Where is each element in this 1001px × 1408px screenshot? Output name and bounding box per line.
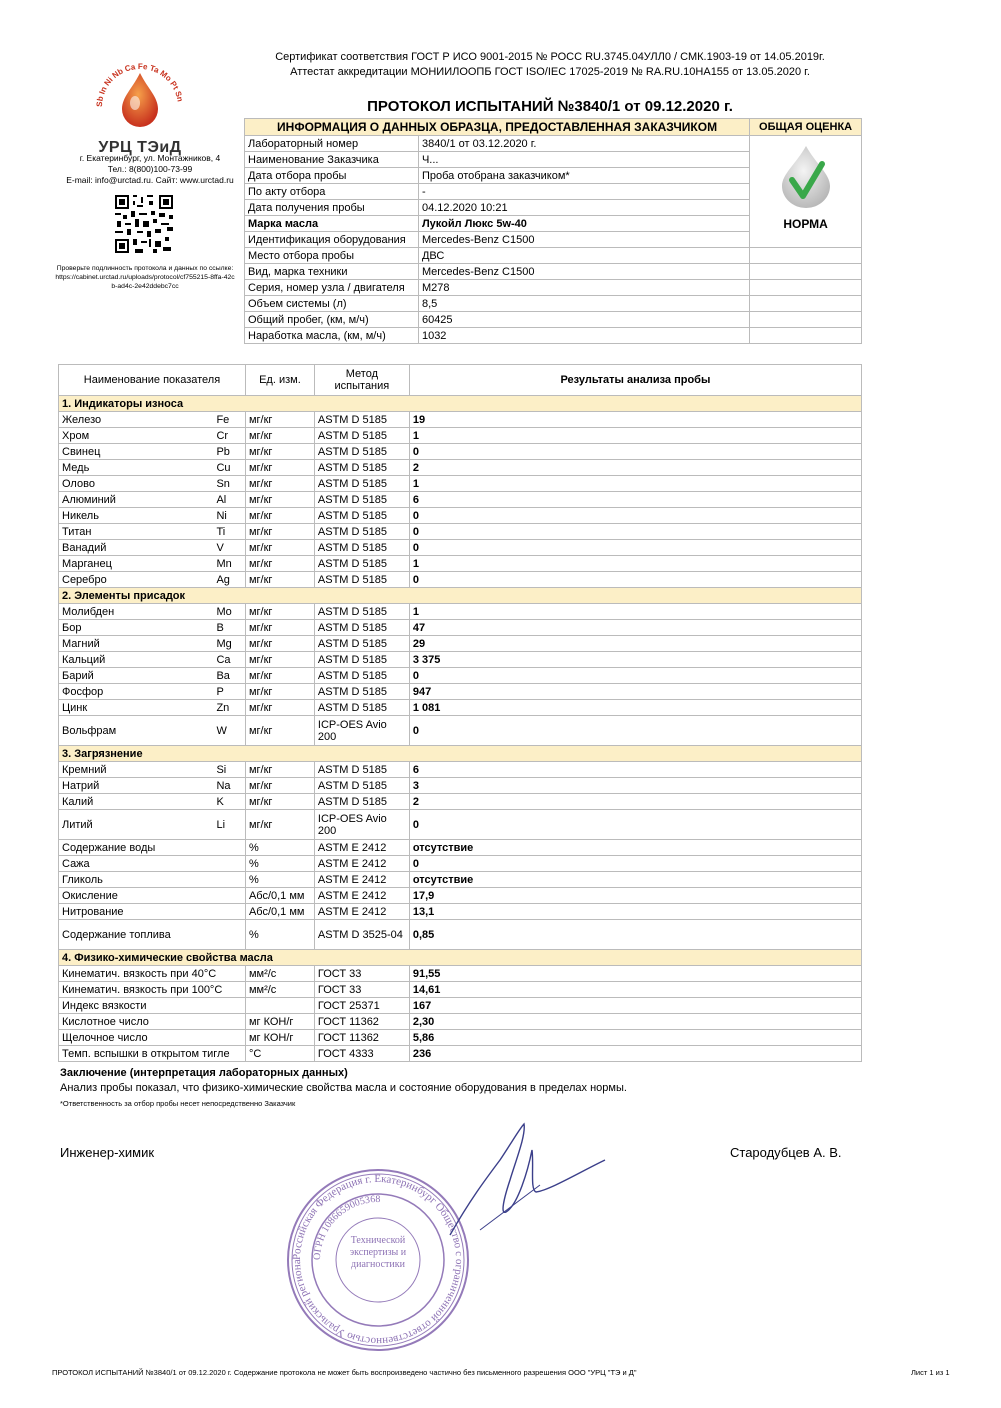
parameter-name: Литий xyxy=(59,810,214,840)
col-unit-header: Ед. изм. xyxy=(245,365,314,396)
result-row xyxy=(59,840,862,856)
result-value: 91,55 xyxy=(409,966,861,982)
method-cell: ASTM D 5185 xyxy=(314,604,409,620)
result-row xyxy=(59,412,862,428)
parameter-name: Серебро xyxy=(59,572,214,588)
unit-cell: % xyxy=(245,856,314,872)
element-symbol: Ba xyxy=(213,668,245,684)
unit-cell: мг/кг xyxy=(245,508,314,524)
parameter-name: Кальций xyxy=(59,652,214,668)
unit-cell: мг/кг xyxy=(245,412,314,428)
element-symbol: P xyxy=(213,684,245,700)
result-row xyxy=(59,652,862,668)
unit-cell: мг/кг xyxy=(245,810,314,840)
verify-url[interactable]: https://cabinet.urctad.ru/uploads/protocol/cf755215-8ffa-42cb-ad4c-2e42ddebc7cc xyxy=(55,274,235,290)
logo-ring-text: Sb In Ni Nb Ca Fe Ta Mo Pt Sn xyxy=(94,61,185,108)
info-value: Лукойл Люкс 5w-40 xyxy=(418,216,749,232)
unit-cell: мг/кг xyxy=(245,524,314,540)
method-cell: ASTM D 5185 xyxy=(314,684,409,700)
protocol-title: ПРОТОКОЛ ИСПЫТАНИЙ №3840/1 от 09.12.2020 г. xyxy=(367,98,733,115)
info-empty xyxy=(750,248,862,264)
result-row xyxy=(59,778,862,794)
sample-info-header: ИНФОРМАЦИЯ О ДАННЫХ ОБРАЗЦА, ПРЕДОСТАВЛЕННАЯ ЗАКАЗЧИКОМ xyxy=(245,119,750,136)
parameter-name: Бор xyxy=(59,620,214,636)
section-header-row xyxy=(59,396,862,412)
info-value: Проба отобрана заказчиком* xyxy=(418,168,749,184)
result-row xyxy=(59,444,862,460)
info-value: 8,5 xyxy=(418,296,749,312)
unit-cell: мг/кг xyxy=(245,604,314,620)
method-cell: ГОСТ 11362 xyxy=(314,1030,409,1046)
lab-name: УРЦ ТЭиД xyxy=(98,139,182,156)
signer-name: Стародубцев А. В. xyxy=(730,1145,842,1160)
parameter-name: Титан xyxy=(59,524,214,540)
result-row xyxy=(59,508,862,524)
result-value: 47 xyxy=(409,620,861,636)
parameter-name: Кинематич. вязкость при 40°C xyxy=(59,966,246,982)
element-symbol: B xyxy=(213,620,245,636)
result-row xyxy=(59,998,862,1014)
info-value: M278 xyxy=(418,280,749,296)
section-title: 2. Элементы присадок xyxy=(59,588,862,604)
element-symbol: Li xyxy=(213,810,245,840)
info-label: Общий пробег, (км, м/ч) xyxy=(245,312,419,328)
unit-cell: % xyxy=(245,920,314,950)
info-value: 04.12.2020 10:21 xyxy=(418,200,749,216)
section-title: 1. Индикаторы износа xyxy=(59,396,862,412)
result-row xyxy=(59,856,862,872)
parameter-name: Свинец xyxy=(59,444,214,460)
result-row xyxy=(59,572,862,588)
result-value: 236 xyxy=(409,1046,861,1062)
method-cell: ASTM D 5185 xyxy=(314,524,409,540)
contacts-line: E-mail: info@urctad.ru. Сайт: www.urctad.ru xyxy=(66,175,234,185)
info-empty xyxy=(750,328,862,344)
unit-cell: мг/кг xyxy=(245,636,314,652)
result-value: 6 xyxy=(409,762,861,778)
result-row xyxy=(59,1014,862,1030)
parameter-name: Олово xyxy=(59,476,214,492)
parameter-name: Калий xyxy=(59,794,214,810)
unit-cell: мг/кг xyxy=(245,556,314,572)
parameter-name: Кинематич. вязкость при 100°C xyxy=(59,982,246,998)
conclusion-title: Заключение (интерпретация лабораторных данных) xyxy=(60,1067,348,1079)
method-cell: ASTM D 5185 xyxy=(314,762,409,778)
result-value: 167 xyxy=(409,998,861,1014)
method-cell: ГОСТ 11362 xyxy=(314,1014,409,1030)
parameter-name: Молибден xyxy=(59,604,214,620)
result-value: отсутствие xyxy=(409,872,861,888)
result-row xyxy=(59,492,862,508)
method-cell: ASTM D 5185 xyxy=(314,700,409,716)
lab-address xyxy=(50,153,250,186)
result-value: 0 xyxy=(409,716,861,746)
result-value: 1 xyxy=(409,556,861,572)
result-value: 6 xyxy=(409,492,861,508)
unit-cell: мг/кг xyxy=(245,668,314,684)
element-symbol: Pb xyxy=(213,444,245,460)
method-cell: ASTM D 5185 xyxy=(314,460,409,476)
result-row xyxy=(59,620,862,636)
unit-cell: мг КОН/г xyxy=(245,1030,314,1046)
section-header-row xyxy=(59,746,862,762)
info-label: Дата получения пробы xyxy=(245,200,419,216)
unit-cell: мг/кг xyxy=(245,684,314,700)
info-value: 1032 xyxy=(418,328,749,344)
parameter-name: Железо xyxy=(59,412,214,428)
parameter-name: Сажа xyxy=(59,856,246,872)
qr-code[interactable] xyxy=(113,193,175,255)
lab-logo-emblem xyxy=(80,45,200,150)
col-method-header: Метод испытания xyxy=(314,365,409,396)
section-title: 3. Загрязнение xyxy=(59,746,862,762)
result-row xyxy=(59,604,862,620)
parameter-name: Никель xyxy=(59,508,214,524)
element-symbol: Mo xyxy=(213,604,245,620)
unit-cell: Абс/0,1 мм xyxy=(245,888,314,904)
method-cell: ASTM D 5185 xyxy=(314,794,409,810)
cert-line-2: Аттестат аккредитации МОНИИЛООПБ ГОСТ ISO/IEC 17025-2019 № RA.RU.10НА155 от 13.05.2020 г. xyxy=(290,66,810,78)
signature-stroke xyxy=(440,1120,610,1270)
result-value: 3 375 xyxy=(409,652,861,668)
element-symbol: Mg xyxy=(213,636,245,652)
unit-cell: % xyxy=(245,840,314,856)
col-name-header: Наименование показателя xyxy=(59,365,246,396)
result-value: 19 xyxy=(409,412,861,428)
element-symbol: Ti xyxy=(213,524,245,540)
method-cell: ASTM E 2412 xyxy=(314,840,409,856)
method-cell: ГОСТ 4333 xyxy=(314,1046,409,1062)
method-cell: ASTM D 5185 xyxy=(314,508,409,524)
unit-cell: мг/кг xyxy=(245,428,314,444)
result-row xyxy=(59,540,862,556)
result-value: 2,30 xyxy=(409,1014,861,1030)
result-value: 2 xyxy=(409,794,861,810)
method-cell: ГОСТ 33 xyxy=(314,982,409,998)
info-label: По акту отбора xyxy=(245,184,419,200)
result-row xyxy=(59,904,862,920)
unit-cell: мг/кг xyxy=(245,716,314,746)
result-value: отсутствие xyxy=(409,840,861,856)
info-label: Идентификация оборудования xyxy=(245,232,419,248)
result-value: 1 xyxy=(409,428,861,444)
cert-line-1: Сертификат соответствия ГОСТ Р ИСО 9001-2015 № РОСС RU.3745.04УЛЛ0 / СМК.1903-19 от 14.05.2019г. xyxy=(275,51,825,63)
info-empty xyxy=(750,312,862,328)
footer-text: ПРОТОКОЛ ИСПЫТАНИЙ №3840/1 от 09.12.2020 г. Содержание протокола не может быть воспроизведено частично без письменного разрешения ООО "УРЦ "ТЭ и Д" xyxy=(52,1368,637,1377)
signature xyxy=(440,1120,610,1270)
element-symbol: Si xyxy=(213,762,245,778)
info-label: Марка масла xyxy=(245,216,419,232)
method-cell: ASTM E 2412 xyxy=(314,904,409,920)
section-title: 4. Физико-химические свойства масла xyxy=(59,950,862,966)
result-row xyxy=(59,556,862,572)
parameter-name: Ванадий xyxy=(59,540,214,556)
info-empty xyxy=(750,264,862,280)
conclusion xyxy=(60,1066,940,1111)
result-value: 1 081 xyxy=(409,700,861,716)
parameter-name: Кремний xyxy=(59,762,214,778)
element-symbol: Al xyxy=(213,492,245,508)
result-value: 0 xyxy=(409,444,861,460)
result-value: 2 xyxy=(409,460,861,476)
unit-cell: Абс/0,1 мм xyxy=(245,904,314,920)
col-result-header: Результаты анализа пробы xyxy=(409,365,861,396)
unit-cell: мг/кг xyxy=(245,652,314,668)
unit-cell: мг/кг xyxy=(245,460,314,476)
unit-cell: мг/кг xyxy=(245,620,314,636)
unit-cell: мг/кг xyxy=(245,540,314,556)
verify-text: Проверьте подлинность протокола и данных по ссылке: xyxy=(56,265,234,272)
result-row xyxy=(59,524,862,540)
method-cell: ASTM D 5185 xyxy=(314,540,409,556)
method-cell: ASTM D 5185 xyxy=(314,476,409,492)
parameter-name: Медь xyxy=(59,460,214,476)
method-cell: ASTM D 5185 xyxy=(314,412,409,428)
info-label: Серия, номер узла / двигателя xyxy=(245,280,419,296)
result-row xyxy=(59,428,862,444)
result-value: 0 xyxy=(409,668,861,684)
parameter-name: Вольфрам xyxy=(59,716,214,746)
overall-rating xyxy=(750,136,862,248)
method-cell: ASTM D 5185 xyxy=(314,492,409,508)
parameter-name: Хром xyxy=(59,428,214,444)
method-cell: ASTM E 2412 xyxy=(314,856,409,872)
element-symbol: Zn xyxy=(213,700,245,716)
info-value: - xyxy=(418,184,749,200)
result-row xyxy=(59,716,862,746)
result-row xyxy=(59,668,862,684)
parameter-name: Магний xyxy=(59,636,214,652)
parameter-name: Натрий xyxy=(59,778,214,794)
method-cell: ICP-OES Avio 200 xyxy=(314,810,409,840)
method-cell: ГОСТ 25371 xyxy=(314,998,409,1014)
method-cell: ASTM D 3525-04 xyxy=(314,920,409,950)
info-label: Объем системы (л) xyxy=(245,296,419,312)
method-cell: ASTM E 2412 xyxy=(314,888,409,904)
result-value: 0 xyxy=(409,508,861,524)
result-value: 0,85 xyxy=(409,920,861,950)
result-value: 13,1 xyxy=(409,904,861,920)
result-row xyxy=(59,920,862,950)
unit-cell: мг/кг xyxy=(245,476,314,492)
method-cell: ASTM E 2412 xyxy=(314,872,409,888)
lab-logo xyxy=(80,45,200,157)
method-cell: ICP-OES Avio 200 xyxy=(314,716,409,746)
unit-cell: мг/кг xyxy=(245,444,314,460)
sample-info-table xyxy=(244,118,862,344)
element-symbol: Mn xyxy=(213,556,245,572)
parameter-name: Темп. вспышки в открытом тигле xyxy=(59,1046,246,1062)
parameter-name: Содержание воды xyxy=(59,840,246,856)
result-row xyxy=(59,762,862,778)
element-symbol: Cr xyxy=(213,428,245,444)
element-symbol: Na xyxy=(213,778,245,794)
conclusion-note: *Ответственность за отбор пробы несет непосредственно Заказчик xyxy=(60,1099,296,1108)
info-value: 60425 xyxy=(418,312,749,328)
overall-value: НОРМА xyxy=(783,217,828,231)
parameter-name: Индекс вязкости xyxy=(59,998,246,1014)
method-cell: ASTM D 5185 xyxy=(314,636,409,652)
info-label: Наработка масла, (км, м/ч) xyxy=(245,328,419,344)
result-value: 0 xyxy=(409,856,861,872)
info-value: Mercedes-Benz C1500 xyxy=(418,232,749,248)
stamp-ring-text: Российская Федерация г. Екатеринбург Общество с ограниченной ответственностью Уральский региона xyxy=(290,1172,466,1348)
unit-cell: мг/кг xyxy=(245,794,314,810)
stamp-ogrn: ОГРН 1086659005368 xyxy=(311,1193,381,1261)
method-cell: ASTM D 5185 xyxy=(314,444,409,460)
method-cell: ASTM D 5185 xyxy=(314,428,409,444)
element-symbol: K xyxy=(213,794,245,810)
parameter-name: Марганец xyxy=(59,556,214,572)
result-row xyxy=(59,872,862,888)
check-drop-icon xyxy=(776,144,836,210)
page-number: Лист 1 из 1 xyxy=(911,1368,950,1377)
unit-cell: мг/кг xyxy=(245,492,314,508)
overall-header: ОБЩАЯ ОЦЕНКА xyxy=(750,119,862,136)
info-label: Лабораторный номер xyxy=(245,136,419,152)
result-value: 1 xyxy=(409,476,861,492)
info-empty xyxy=(750,280,862,296)
info-empty xyxy=(750,296,862,312)
unit-cell: мг КОН/г xyxy=(245,1014,314,1030)
parameter-name: Щелочное число xyxy=(59,1030,246,1046)
info-value: 3840/1 от 03.12.2020 г. xyxy=(418,136,749,152)
conclusion-text: Анализ пробы показал, что физико-химические свойства масла и состояние оборудования в пределах нормы. xyxy=(60,1082,627,1094)
verify-note xyxy=(55,264,235,291)
result-value: 3 xyxy=(409,778,861,794)
element-symbol: Cu xyxy=(213,460,245,476)
stamp-center-text: Технической экспертизы и диагностики xyxy=(349,1235,407,1270)
result-row xyxy=(59,636,862,652)
element-symbol: V xyxy=(213,540,245,556)
result-row xyxy=(59,1046,862,1062)
method-cell: ASTM D 5185 xyxy=(314,572,409,588)
result-row xyxy=(59,982,862,998)
info-label: Место отбора пробы xyxy=(245,248,419,264)
unit-cell: мм²/с xyxy=(245,982,314,998)
parameter-name: Кислотное число xyxy=(59,1014,246,1030)
method-cell: ГОСТ 33 xyxy=(314,966,409,982)
info-value: Ч... xyxy=(418,152,749,168)
result-row xyxy=(59,810,862,840)
result-row xyxy=(59,1030,862,1046)
parameter-name: Гликоль xyxy=(59,872,246,888)
address-line: г. Екатеринбург, ул. Монтажников, 4 xyxy=(79,153,221,163)
results-table xyxy=(58,364,862,1062)
element-symbol: Sn xyxy=(213,476,245,492)
result-value: 947 xyxy=(409,684,861,700)
result-value: 29 xyxy=(409,636,861,652)
method-cell: ASTM D 5185 xyxy=(314,668,409,684)
result-value: 5,86 xyxy=(409,1030,861,1046)
parameter-name: Алюминий xyxy=(59,492,214,508)
result-row xyxy=(59,794,862,810)
parameter-name: Цинк xyxy=(59,700,214,716)
unit-cell: мг/кг xyxy=(245,572,314,588)
info-label: Вид, марка техники xyxy=(245,264,419,280)
unit-cell: мм²/с xyxy=(245,966,314,982)
section-header-row xyxy=(59,588,862,604)
result-value: 1 xyxy=(409,604,861,620)
result-row xyxy=(59,476,862,492)
signer-role: Инженер-химик xyxy=(60,1145,155,1160)
info-label: Дата отбора пробы xyxy=(245,168,419,184)
element-symbol: Fe xyxy=(213,412,245,428)
parameter-name: Содержание топлива xyxy=(59,920,246,950)
qr-code-image xyxy=(113,193,175,255)
result-row xyxy=(59,700,862,716)
element-symbol: Ni xyxy=(213,508,245,524)
unit-cell: мг/кг xyxy=(245,778,314,794)
result-value: 0 xyxy=(409,810,861,840)
info-value: ДВС xyxy=(418,248,749,264)
result-row xyxy=(59,888,862,904)
result-row xyxy=(59,460,862,476)
result-value: 14,61 xyxy=(409,982,861,998)
info-value: Mercedes-Benz C1500 xyxy=(418,264,749,280)
unit-cell xyxy=(245,998,314,1014)
element-symbol: W xyxy=(213,716,245,746)
method-cell: ASTM D 5185 xyxy=(314,652,409,668)
section-header-row xyxy=(59,950,862,966)
result-value: 0 xyxy=(409,524,861,540)
parameter-name: Нитрование xyxy=(59,904,246,920)
result-value: 0 xyxy=(409,540,861,556)
phone-line: Тел.: 8(800)100-73-99 xyxy=(107,164,193,174)
method-cell: ASTM D 5185 xyxy=(314,556,409,572)
certificates xyxy=(200,50,900,80)
parameter-name: Барий xyxy=(59,668,214,684)
method-cell: ASTM D 5185 xyxy=(314,778,409,794)
unit-cell: мг/кг xyxy=(245,700,314,716)
parameter-name: Фосфор xyxy=(59,684,214,700)
result-value: 0 xyxy=(409,572,861,588)
unit-cell: мг/кг xyxy=(245,762,314,778)
result-row xyxy=(59,684,862,700)
unit-cell: % xyxy=(245,872,314,888)
result-value: 17,9 xyxy=(409,888,861,904)
method-cell: ASTM D 5185 xyxy=(314,620,409,636)
element-symbol: Ca xyxy=(213,652,245,668)
unit-cell: °C xyxy=(245,1046,314,1062)
result-row xyxy=(59,966,862,982)
parameter-name: Окисление xyxy=(59,888,246,904)
info-label: Наименование Заказчика xyxy=(245,152,419,168)
element-symbol: Ag xyxy=(213,572,245,588)
